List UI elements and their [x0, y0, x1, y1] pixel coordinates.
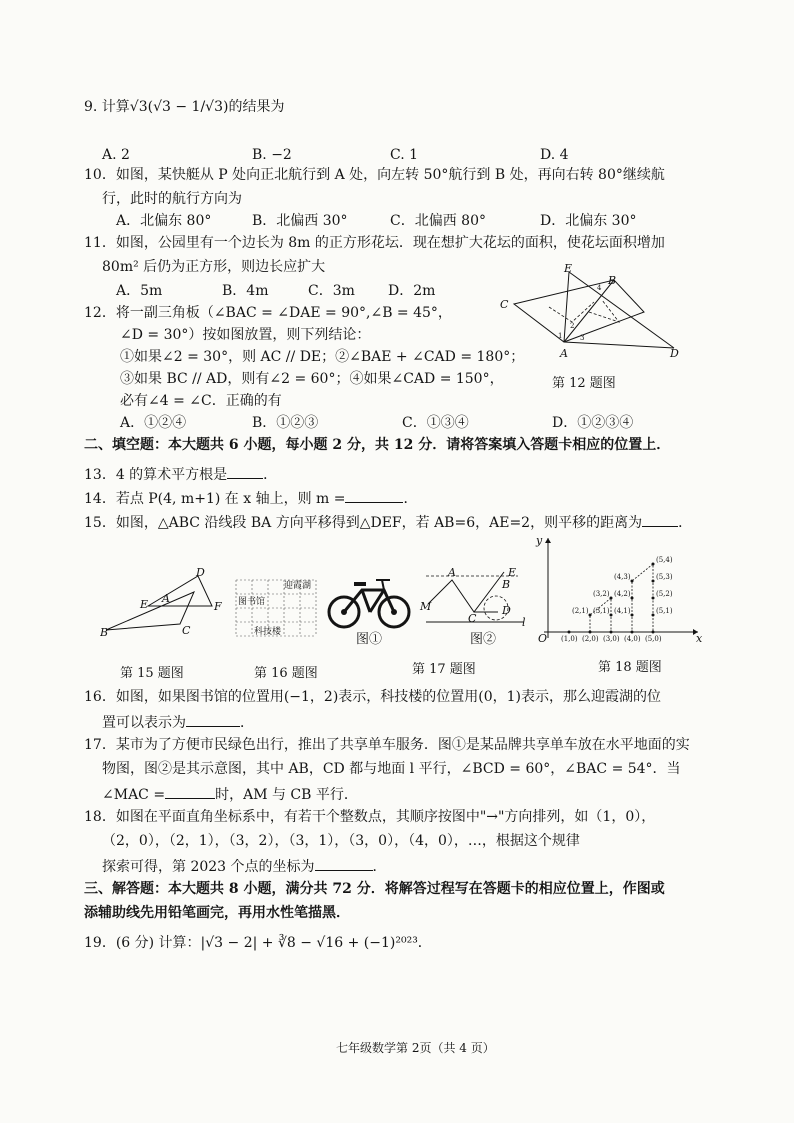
q12-label-b: B — [608, 274, 617, 287]
q18-y-axis-label: y — [536, 534, 543, 547]
q16-line2-text: 置可以表示为 — [102, 715, 186, 731]
question-12-line5: 必有∠4 = ∠C．正确的有 — [120, 393, 282, 409]
svg-text:D: D — [196, 566, 205, 579]
question-12-line3: ①如果∠2 = 30°，则 AC // DE；②∠BAE + ∠CAD = 180°； — [120, 349, 525, 365]
question-18-line2: （2，0），（2，1），（3，2），（3，1），（3，0），（4，0），…，根据这个规律 — [102, 833, 580, 849]
q18-line3-text: 探索可得，第 2023 个点的坐标为 — [102, 859, 315, 875]
q18-point-label: (4,1) — [614, 607, 631, 615]
q11-option-b: B．4m — [222, 283, 269, 299]
q9-option-b: B. −2 — [252, 147, 292, 163]
question-10-line2: 行，此时的航行方向为 — [102, 191, 242, 207]
q18-point-label: (4,3) — [614, 573, 631, 581]
q18-point — [652, 580, 655, 583]
question-16-line2 — [102, 712, 254, 732]
q18-point — [610, 631, 613, 634]
q18-x-tick-label: (3,0) — [603, 635, 620, 643]
q18-point — [610, 614, 613, 617]
q16-answer-blank[interactable] — [186, 712, 240, 727]
q11-option-c: C．3m — [308, 283, 355, 299]
question-15 — [84, 512, 692, 532]
svg-text:F: F — [214, 600, 222, 613]
q12-label-d: D — [670, 347, 679, 360]
q18-answer-blank[interactable] — [315, 856, 373, 871]
q18-point — [568, 631, 571, 634]
q18-point-label: (5,3) — [656, 573, 673, 581]
q15-figure-caption: 第 15 题图 — [120, 666, 184, 681]
q10-option-c: C．北偏西 80° — [390, 213, 486, 229]
question-9-stem: 9. 计算√3(√3 − 1/√3)的结果为 — [84, 99, 285, 115]
svg-text:E: E — [140, 598, 149, 611]
q10-option-b: B．北偏西 30° — [252, 213, 348, 229]
question-12-line1: 12．将一副三角板（∠BAC = ∠DAE = 90°,∠B = 45°， — [84, 305, 452, 321]
q18-point-label: (5,1) — [656, 607, 673, 615]
q14-answer-blank[interactable] — [345, 488, 403, 503]
q15-triangle-figure — [100, 566, 230, 638]
q15-text: 15．如图，△ABC 沿线段 BA 方向平移得到△DEF，若 AB=6，AE=2，则平移的距离为 — [84, 515, 643, 531]
svg-text:A: A — [448, 566, 456, 579]
q18-x-tick-label: (1,0) — [561, 635, 578, 643]
question-12-line4: ③如果 BC // AD，则有∠2 = 60°；④如果∠CAD = 150°， — [120, 371, 504, 387]
q17-line3b: 时，AM 与 CB 平行． — [215, 787, 358, 803]
q12-option-c: C．①③④ — [402, 415, 469, 431]
q12-label-e: E — [564, 262, 573, 275]
q15-answer-blank[interactable] — [642, 512, 678, 527]
section-2-heading: 二、填空题：本大题共 6 小题，每小题 2 分，共 12 分．请将答案填入答题卡相应的位置上． — [84, 437, 671, 453]
svg-text:E: E — [508, 566, 517, 579]
q14-end: ． — [403, 491, 418, 507]
q16-tech-label: 科技楼 — [254, 627, 282, 637]
q18-figure-caption: 第 18 题图 — [598, 660, 662, 675]
q18-end: ． — [372, 859, 387, 875]
q18-x-tick-label: (4,0) — [624, 635, 641, 643]
q9-option-c: C. 1 — [390, 147, 419, 163]
q18-point — [631, 597, 634, 600]
question-16-line1: 16．如图，如果图书馆的位置用(−1，2)表示，科技楼的位置用(0，1)表示，那么迎霞湖的位 — [84, 689, 662, 705]
question-14 — [84, 488, 417, 508]
q17-answer-blank[interactable] — [165, 784, 215, 799]
q11-option-d: D．2m — [388, 283, 436, 299]
q18-point-label: (5,4) — [656, 556, 673, 564]
q12-option-d: D．①②③④ — [552, 415, 634, 431]
q13-end: ． — [263, 467, 278, 483]
question-18-line3 — [102, 856, 387, 876]
question-11-line1: 11．如图，公园里有一个边长为 8m 的正方形花坛．现在想扩大花坛的面积，使花坛面积增加 — [84, 235, 665, 251]
q18-point — [589, 614, 592, 617]
q17-diagram-figure — [418, 564, 530, 634]
question-10-line1: 10．如图，某快艇从 P 处向正北航行到 A 处，向左转 50°航行到 B 处，再向右转 80°继续航 — [84, 167, 665, 183]
q18-point — [652, 631, 655, 634]
q17-figure-1-label: 图① — [356, 632, 383, 647]
q10-option-d: D．北偏东 30° — [540, 213, 637, 229]
q17-figure-2-label: 图② — [470, 632, 497, 647]
q18-x-tick-label: (2,0) — [582, 635, 599, 643]
q9-option-d: D. 4 — [540, 147, 569, 163]
svg-text:B: B — [100, 626, 109, 638]
question-13 — [84, 464, 277, 484]
q18-points-group — [561, 556, 673, 643]
q18-point — [652, 563, 655, 566]
q16-map-figure — [232, 574, 320, 642]
svg-text:l: l — [522, 616, 526, 629]
q18-x-tick-label: (5,0) — [645, 635, 662, 643]
q16-end: ． — [240, 715, 254, 731]
q9-option-a: A. 2 — [102, 147, 130, 163]
q18-coordinate-figure — [534, 534, 704, 644]
question-12-line2: ∠D = 30°）按如图放置，则下列结论： — [120, 327, 371, 343]
q12-triangle-figure — [494, 262, 694, 362]
question-17-line3 — [102, 784, 358, 804]
q11-option-a: A．5m — [116, 283, 163, 299]
q16-figure-caption: 第 16 题图 — [254, 666, 318, 681]
section-3-heading-line1: 三、解答题：本大题共 8 小题，满分共 72 分．将解答过程写在答题卡的相应位置上，作图或 — [84, 881, 665, 897]
q10-option-a: A．北偏东 80° — [116, 213, 212, 229]
q16-library-label: 图书馆 — [238, 597, 266, 607]
question-18-line1: 18．如图在平面直角坐标系中，有若干个整数点，其顺序按图中"→"方向排列，如（1，0）， — [84, 809, 656, 825]
q18-point — [589, 631, 592, 634]
q13-answer-blank[interactable] — [227, 464, 263, 479]
section-3-heading-line2: 添辅助线先用铅笔画完，再用水性笔描黑． — [84, 905, 350, 921]
q12-angle-3: 3 — [580, 334, 585, 342]
q18-point — [652, 597, 655, 600]
q12-label-a: A — [560, 347, 568, 360]
q13-text: 13．4 的算术平方根是 — [84, 467, 228, 483]
svg-text:C: C — [182, 624, 191, 637]
q18-point-label: (3,2) — [593, 590, 610, 598]
q18-point-label: (5,2) — [656, 590, 673, 598]
q18-x-axis-label: x — [696, 632, 703, 644]
q18-point — [631, 614, 634, 617]
q18-origin-label: O — [538, 632, 548, 644]
question-19: 19．(6 分) 计算：|√3 − 2| + ∛8 − √16 + (−1)²⁰²³． — [84, 935, 432, 951]
svg-text:D: D — [502, 604, 511, 617]
q18-point — [631, 631, 634, 634]
svg-text:A: A — [162, 592, 170, 605]
question-11-line2: 80m² 后仍为正方形，则边长应扩大 — [102, 259, 326, 275]
q12-angle-1: 1 — [558, 332, 563, 340]
page-footer: 七年级数学第 2页（共 4 页） — [336, 1041, 495, 1055]
q12-angle-4: 4 — [597, 284, 602, 292]
q17-line3a: ∠MAC = — [102, 787, 166, 803]
svg-text:B: B — [502, 578, 511, 591]
q12-figure-caption: 第 12 题图 — [552, 376, 616, 391]
q16-lake-label: 迎霞湖 — [284, 581, 312, 591]
q18-point-label: (2,1) — [572, 607, 589, 615]
q14-text: 14．若点 P(4, m+1) 在 x 轴上，则 m = — [84, 491, 346, 507]
q18-point — [652, 614, 655, 617]
q12-angle-2: 2 — [570, 322, 575, 330]
q12-label-c: C — [500, 298, 509, 311]
q12-option-a: A．①②④ — [120, 415, 187, 431]
q17-bicycle-figure — [324, 574, 416, 634]
question-17-line2: 物图，图②是其示意图，其中 AB，CD 都与地面 l 平行，∠BCD = 60°，∠BAC = 54°．当 — [102, 761, 681, 777]
q18-point — [610, 597, 613, 600]
q15-end: ． — [678, 515, 693, 531]
q12-option-b: B．①②③ — [252, 415, 319, 431]
q18-point — [631, 580, 634, 583]
q18-point-label: (4,2) — [614, 590, 631, 598]
svg-text:M: M — [420, 600, 432, 613]
svg-text:C: C — [468, 612, 477, 625]
question-17-line1: 17．某市为了方便市民绿色出行，推出了共享单车服务．图①是某品牌共享单车放在水平地面的实 — [84, 737, 690, 753]
q18-point-label: (3,1) — [593, 607, 610, 615]
q17-figure-caption: 第 17 题图 — [412, 662, 476, 677]
